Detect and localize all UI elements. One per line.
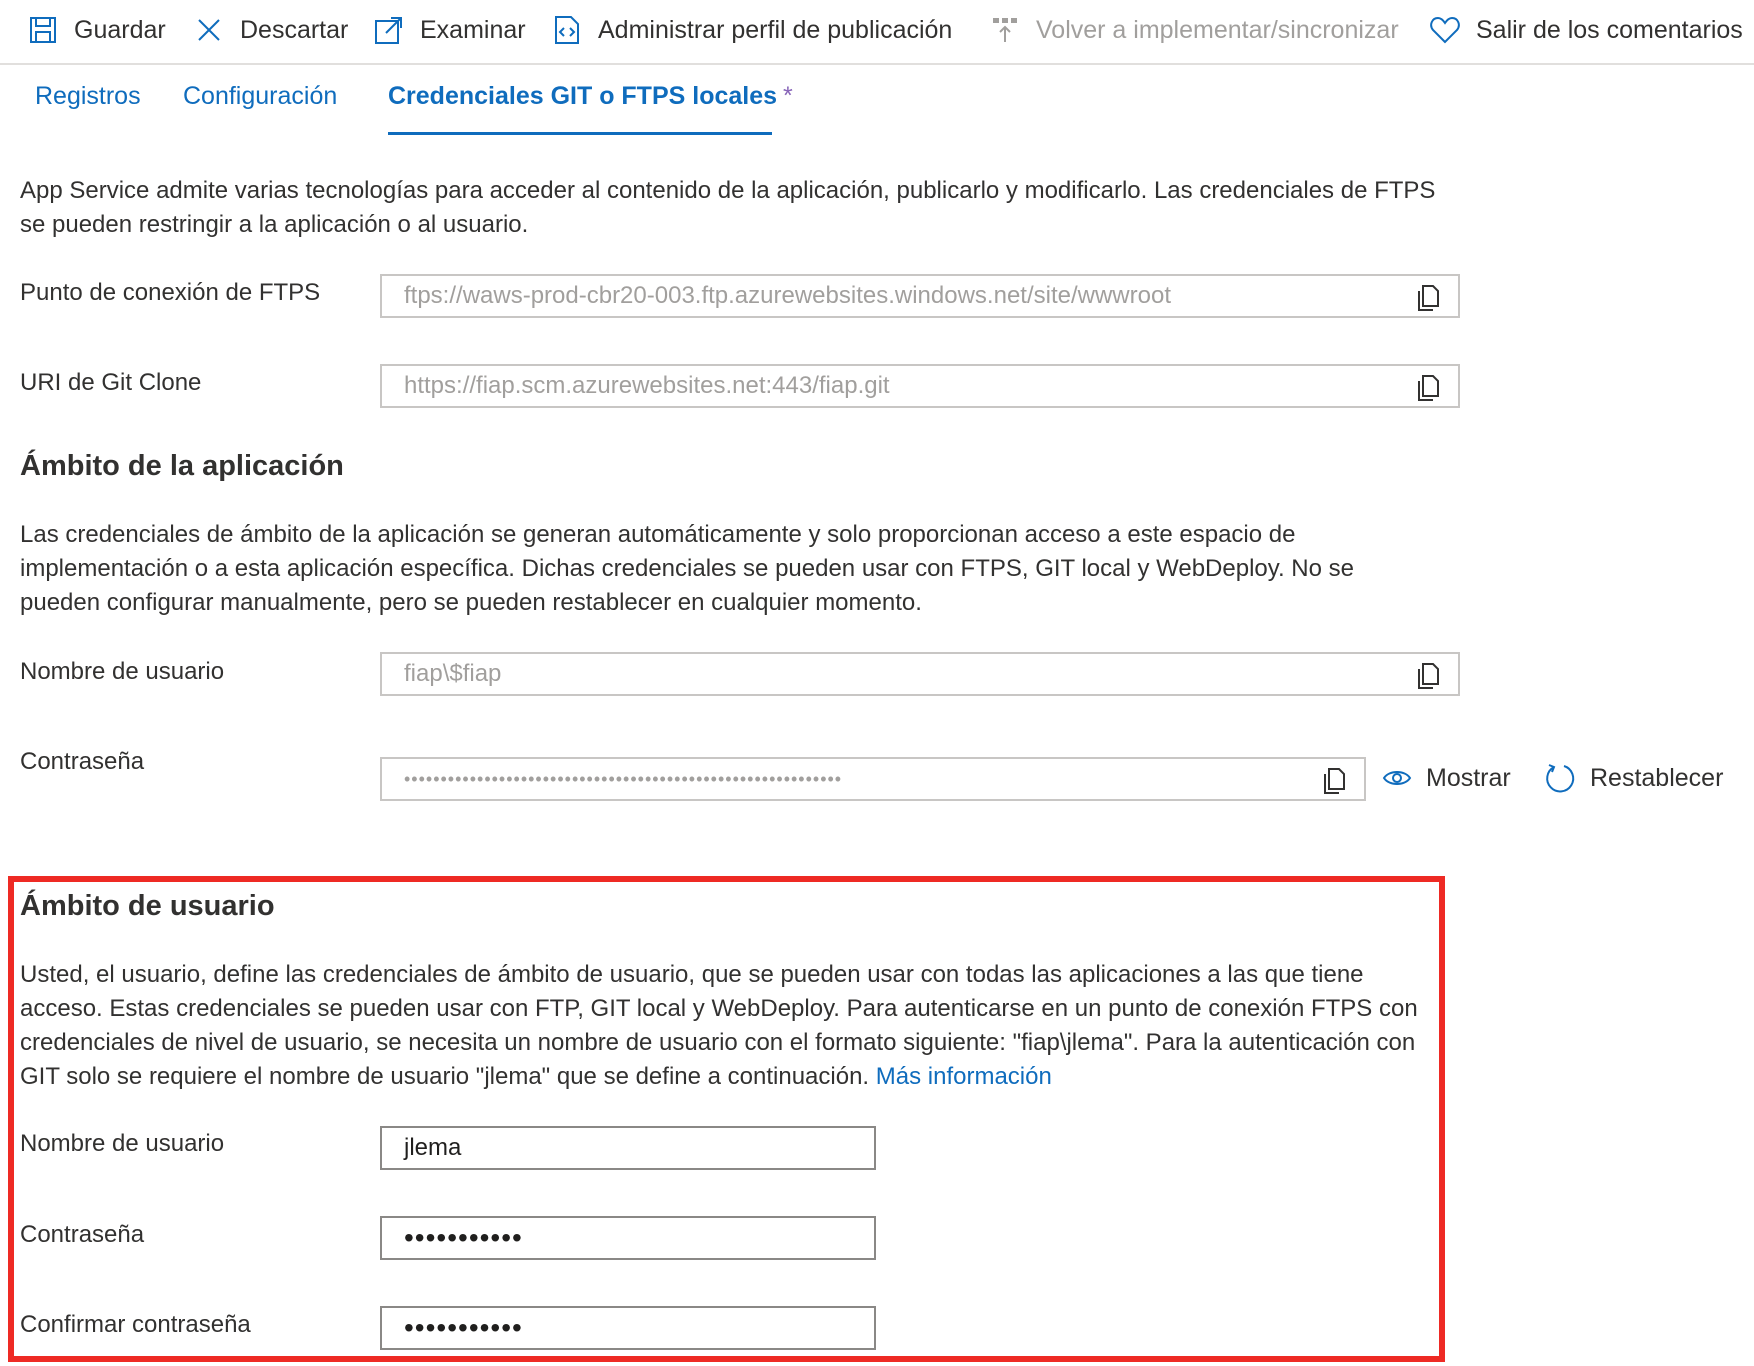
manage-publish-profile-button[interactable] xyxy=(552,8,952,52)
command-bar xyxy=(0,0,1754,65)
external-link-icon xyxy=(374,15,404,45)
show-password-label: Mostrar xyxy=(1426,763,1511,792)
ftps-endpoint-label: Punto de conexión de FTPS xyxy=(20,279,321,306)
confirm-password-input[interactable] xyxy=(380,1306,876,1350)
refresh-icon xyxy=(1544,762,1576,794)
user-username-input[interactable] xyxy=(380,1126,876,1170)
save-button[interactable] xyxy=(28,8,166,52)
deploy-icon xyxy=(990,15,1020,45)
feedback-button[interactable] xyxy=(1430,8,1743,52)
tab-credentials-label: Credenciales GIT o FTPS locales xyxy=(388,82,778,110)
app-username-field[interactable] xyxy=(380,652,1460,696)
tab-settings[interactable]: Configuración xyxy=(183,82,338,110)
confirm-password-value: ••••••••••• xyxy=(404,1312,523,1343)
browse-button[interactable] xyxy=(374,8,526,52)
git-clone-uri-label: URI de Git Clone xyxy=(20,369,202,396)
user-password-value: ••••••••••• xyxy=(404,1222,523,1253)
manage-profile-label: Administrar perfil de publicación xyxy=(598,15,953,44)
user-username-value: jlema xyxy=(404,1134,462,1161)
tab-credentials[interactable] xyxy=(388,82,793,111)
discard-button[interactable] xyxy=(194,8,348,52)
redeploy-label: Volver a implementar/sincronizar xyxy=(1036,15,1399,44)
confirm-password-label: Confirmar contraseña xyxy=(20,1311,251,1338)
active-tab-indicator xyxy=(388,132,772,135)
user-scope-description-text: Usted, el usuario, define las credenciales de ámbito de usuario, que se pueden usar con todas las aplicaciones a las que tiene acceso. Estas credenciales se pueden usar con FTP, GIT local y WebDeploy. Para autenticarse en un punto de conexión FTPS con credenciales de nivel de usuario, se necesita un nombre de usuario con el formato siguiente: "fiap\jlema". Para la autenticación con GIT solo se requiere el nombre de usuario "jlema" que se define a continuación. xyxy=(20,961,1418,1090)
reset-label: Restablecer xyxy=(1590,763,1724,792)
show-password-button[interactable] xyxy=(1382,758,1511,798)
ftps-endpoint-value: ftps://waws-prod-cbr20-003.ftp.azurewebsites.windows.net/site/wwwroot xyxy=(404,282,1171,309)
reset-credentials-button[interactable] xyxy=(1544,758,1723,798)
browse-label: Examinar xyxy=(420,15,526,44)
eye-icon xyxy=(1382,768,1412,788)
user-scope-heading: Ámbito de usuario xyxy=(20,890,275,922)
user-scope-highlight xyxy=(8,876,1445,1362)
redeploy-sync-button[interactable] xyxy=(990,8,1399,52)
app-username-value: fiap\$fiap xyxy=(404,660,502,687)
app-password-value: •••••••••••••••••••••••••••••••••••••••••••••••••••••••••••• xyxy=(404,768,843,789)
more-info-link[interactable]: Más información xyxy=(875,1063,1052,1090)
user-scope-description xyxy=(20,958,1440,1094)
ftps-endpoint-field[interactable] xyxy=(380,274,1460,318)
heart-icon xyxy=(1430,15,1460,45)
copy-icon[interactable] xyxy=(1322,767,1348,795)
copy-icon[interactable] xyxy=(1416,662,1442,690)
app-password-label: Contraseña xyxy=(20,748,145,775)
discard-label: Descartar xyxy=(240,15,349,44)
save-label: Guardar xyxy=(74,15,166,44)
user-password-label: Contraseña xyxy=(20,1221,145,1248)
code-file-icon xyxy=(552,15,582,45)
save-icon xyxy=(28,15,58,45)
user-username-label: Nombre de usuario xyxy=(20,1130,225,1157)
user-password-input[interactable] xyxy=(380,1216,876,1260)
tab-logs[interactable]: Registros xyxy=(35,82,141,110)
copy-icon[interactable] xyxy=(1416,284,1442,312)
git-clone-uri-field[interactable] xyxy=(380,364,1460,408)
copy-icon[interactable] xyxy=(1416,374,1442,402)
close-icon xyxy=(194,15,224,45)
app-scope-heading: Ámbito de la aplicación xyxy=(20,450,344,482)
git-clone-uri-value: https://fiap.scm.azurewebsites.net:443/fiap.git xyxy=(404,372,890,399)
modified-marker: * xyxy=(783,82,793,110)
app-scope-description: Las credenciales de ámbito de la aplicación se generan automáticamente y solo proporcionan acceso a este espacio de implementación o a esta aplicación específica. Dichas credenciales se pueden usar con FTPS, GIT local y WebDeploy. No se pueden configurar manualmente, pero se pueden restablecer en cualquier momento. xyxy=(20,521,1355,616)
app-username-label: Nombre de usuario xyxy=(20,658,225,685)
intro-text: App Service admite varias tecnologías para acceder al contenido de la aplicación, publicarlo y modificarlo. Las credenciales de FTPS se pueden restringir a la aplicación o al usuario. xyxy=(20,177,1436,238)
feedback-label: Salir de los comentarios xyxy=(1476,15,1743,44)
app-password-field[interactable] xyxy=(380,757,1366,801)
